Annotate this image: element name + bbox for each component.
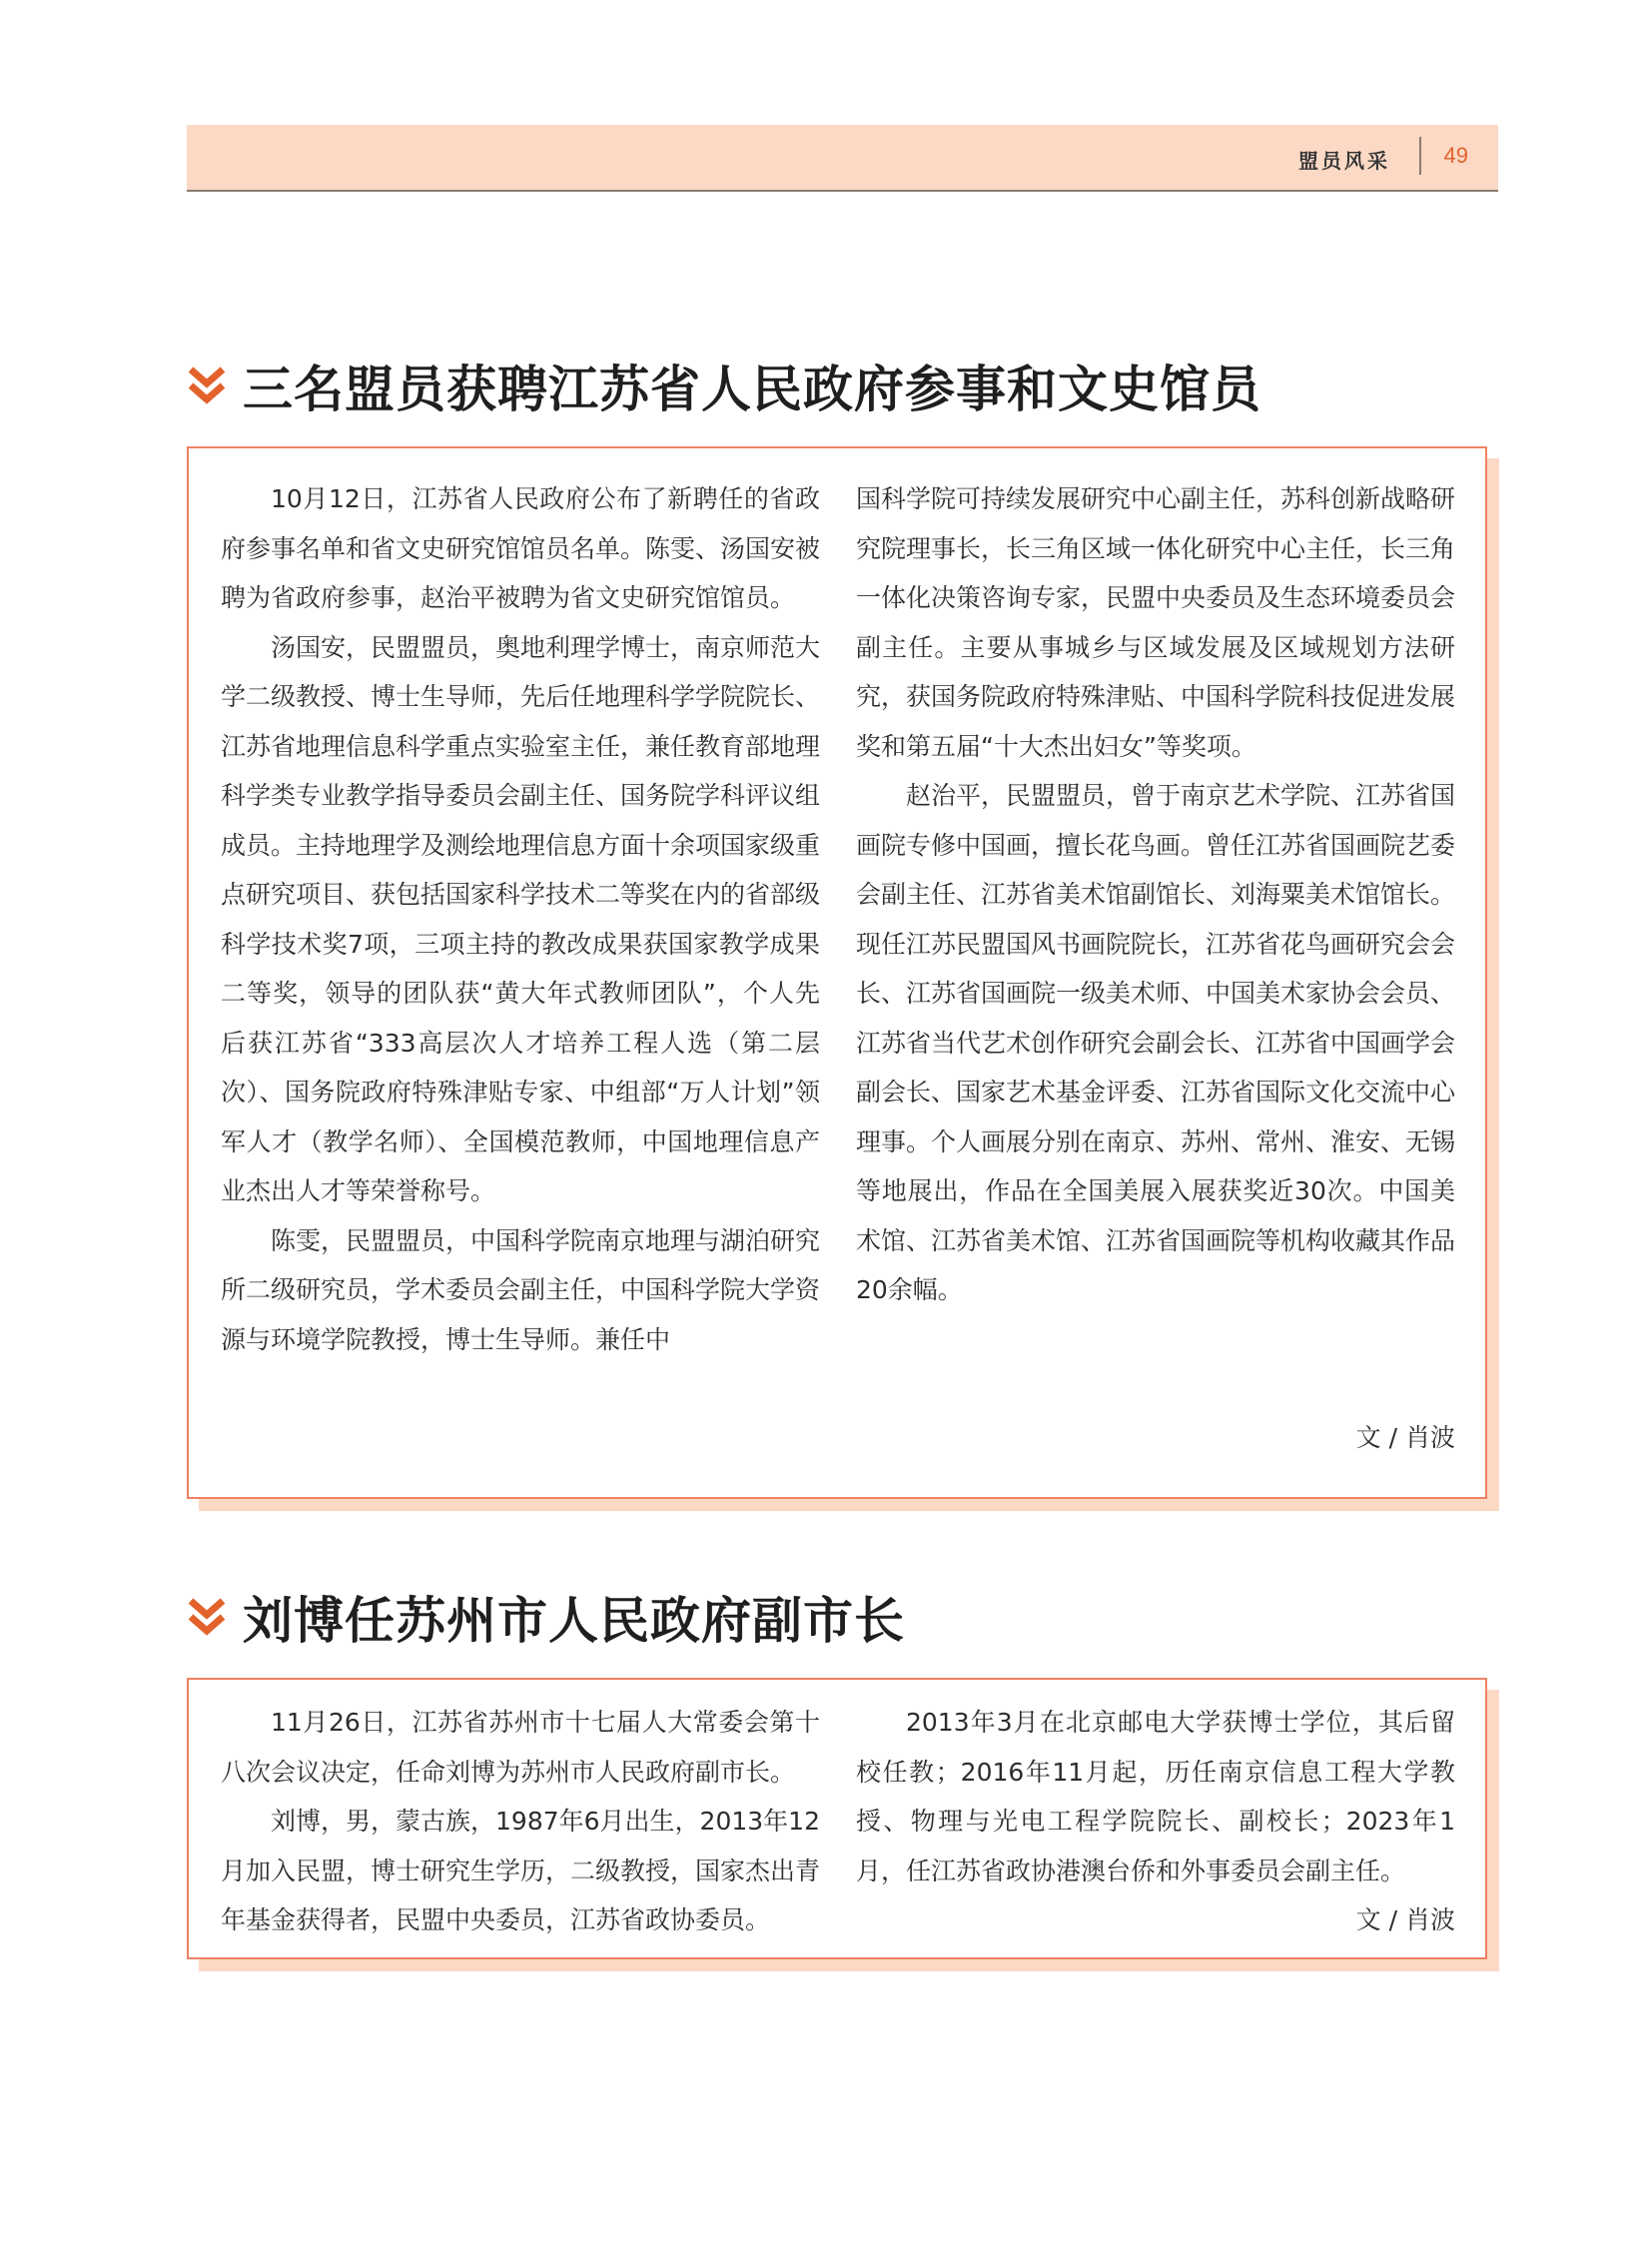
paragraph: 汤国安，民盟盟员，奥地利理学博士，南京师范大学二级教授、博士生导师，先后任地理科学学院院长、江苏省地理信息科学重点实验室主任，兼任教育部地理科学类专业教学指导委员会副主任、国务院学科评议组成员。主持地理学及测绘地理信息方面十余项国家级重点研究项目、获包括国家科学技术二等奖在内的省部级科学技术奖7项，三项主持的教改成果获国家教学成果二等奖，领导的团队获“黄大年式教师团队”，个人先后获江苏省“333高层次人才培养工程人选（第二层次）、国务院政府特殊津贴专家、中组部“万人计划”领军人才（教学名师）、全国模范教师，中国地理信息产业杰出人才等荣誉称号。: [221, 632, 821, 1205]
article-1-right-column: [856, 474, 1455, 1315]
article-2-left-column: [221, 1698, 820, 1945]
paragraph: 国科学院可持续发展研究中心副主任，苏科创新战略研究院理事长，长三角区域一体化研究中心主任，长三角一体化决策咨询专家，民盟中央委员及生态环境委员会副主任。主要从事城乡与区域发展及区域规划方法研究，获国务院政府特殊津贴、中国科学院科技促进发展奖和第五届“十大杰出妇女”等奖项。: [856, 484, 1456, 761]
paragraph: 2013年3月在北京邮电大学获博士学位，其后留校任教；2016年11月起，历任南京信息工程大学教授、物理与光电工程学院院长、副校长；2023年1月，任江苏省政协港澳台侨和外事委员会副主任。: [856, 1708, 1455, 1885]
paragraph: 赵治平，民盟盟员，曾于南京艺术学院、江苏省国画院专修中国画，擅长花鸟画。曾任江苏省国画院艺委会副主任、江苏省美术馆副馆长、刘海粟美术馆馆长。现任江苏民盟国风书画院院长，江苏省花鸟画研究会会长、江苏省国画院一级美术师、中国美术家协会会员、江苏省当代艺术创作研究会副会长、江苏省中国画学会副会长、国家艺术基金评委、江苏省国际文化交流中心理事。个人画展分别在南京、苏州、常州、淮安、无锡等地展出，作品在全国美展入展获奖近30次。中国美术馆、江苏省美术馆、江苏省国画院等机构收藏其作品20余幅。: [856, 781, 1456, 1304]
article-title-text: 刘博任苏州市人民政府副市长: [243, 1592, 905, 1650]
paragraph: 11月26日，江苏省苏州市十七届人大常委会第十八次会议决定，任命刘博为苏州市人民政府副市长。: [221, 1708, 820, 1787]
page-number: 49: [1443, 143, 1468, 168]
running-header: [187, 125, 1498, 192]
article-2-box: [187, 1678, 1487, 1959]
paragraph: 刘博，男，蒙古族，1987年6月出生，2013年12月加入民盟，博士研究生学历，二级教授，国家杰出青年基金获得者，民盟中央委员，江苏省政协委员。: [221, 1807, 821, 1934]
paragraph: 陈雯，民盟盟员，中国科学院南京地理与湖泊研究所二级研究员，学术委员会副主任，中国科学院大学资源与环境学院教授，博士生导师。兼任中: [221, 1225, 821, 1354]
article-1-left-column: [221, 474, 820, 1364]
header-divider: [1419, 137, 1421, 175]
article-1-box: [187, 446, 1487, 1499]
article-2-title: [187, 1581, 905, 1653]
double-chevron-down-icon: [187, 364, 227, 407]
article-2-right-column: [856, 1698, 1455, 1895]
article-1-byline: 文 / 肖波: [1355, 1423, 1455, 1452]
paragraph: 10月12日，江苏省人民政府公布了新聘任的省政府参事名单和省文史研究馆馆员名单。陈雯、汤国安被聘为省政府参事，赵治平被聘为省文史研究馆馆员。: [221, 484, 821, 612]
article-title-text: 三名盟员获聘江苏省人民政府参事和文史馆员: [243, 361, 1261, 418]
double-chevron-down-icon: [187, 1595, 227, 1639]
article-1-title: [187, 350, 1261, 421]
section-name: 盟员风采: [1298, 149, 1390, 173]
article-2-byline: 文 / 肖波: [1355, 1905, 1455, 1934]
